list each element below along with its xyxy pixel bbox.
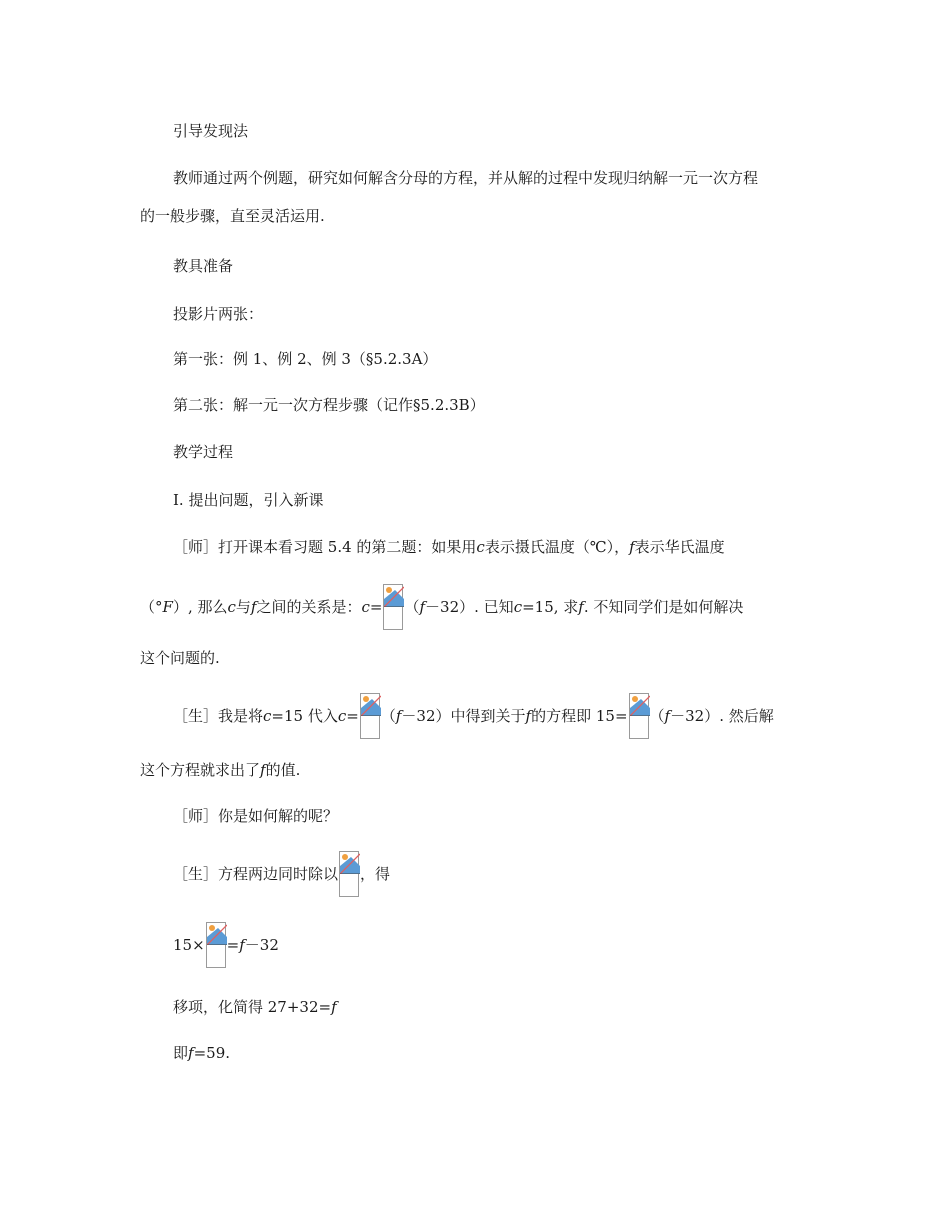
student-answer-line-1: ［生］我是将 c =15 代入 c = （ f －32） 中得到关于 f 的方程即 15= （ f －32） . 然后解 — [173, 693, 774, 739]
fraction-image-icon — [629, 693, 649, 739]
slide-2-description: 第二张：解一元一次方程步骤（记作§5.2.3B） — [173, 396, 485, 414]
fraction-image-icon — [206, 922, 226, 968]
student-answer-line-2: 这个方程就求出了 f 的值. — [140, 761, 301, 779]
teacher-question-line-2: （° F ）, 那么 c 与 f 之间的关系是： c = （ f －32） . 已知 c =15, 求 f . 不知同学们是如何解决 — [140, 584, 743, 630]
heading-tools: 教具准备 — [173, 257, 234, 275]
method-description-line-1: 教师通过两个例题，研究如何解含分母的方程，并从解的过程中发现归纳解一元一次方程 — [173, 169, 759, 187]
method-description-line-2: 的一般步骤，直至灵活运用. — [140, 207, 325, 225]
fraction-image-icon — [360, 693, 380, 739]
teacher-question-2: ［师］你是如何解的呢？ — [173, 807, 339, 825]
calculation-result: 即 f =59. — [173, 1044, 231, 1062]
tools-intro: 投影片两张： — [173, 305, 264, 323]
calculation-step-1: 15× = f －32 — [173, 922, 279, 968]
fraction-image-icon — [339, 851, 359, 897]
heading-method: 引导发现法 — [173, 122, 249, 140]
section-1-title: Ⅰ. 提出问题，引入新课 — [173, 491, 324, 509]
teacher-question-line-1: ［师］打开课本看习题 5.4 的第二题：如果用 c 表示摄氏温度（℃）， f 表示华氏温度 — [173, 538, 725, 556]
student-answer-2: ［生］方程两边同时除以 ，得 — [173, 851, 390, 897]
slide-1-description: 第一张：例 1、例 2、例 3（§5.2.3A） — [173, 350, 438, 368]
teacher-question-line-3: 这个问题的. — [140, 649, 220, 667]
fraction-image-icon — [383, 584, 403, 630]
calculation-step-2: 移项，化简得 27+32= f — [173, 998, 337, 1016]
heading-process: 教学过程 — [173, 443, 234, 461]
